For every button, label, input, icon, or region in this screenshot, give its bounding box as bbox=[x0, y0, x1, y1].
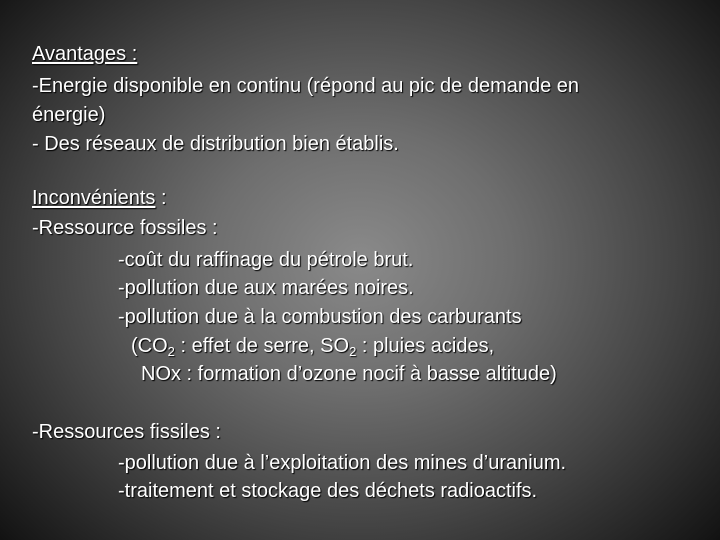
inconvenients-heading: Inconvénients bbox=[32, 187, 156, 209]
effet-serre-text: : effet de serre, SO bbox=[174, 335, 350, 357]
fossiles-item-2: -pollution due aux marées noires. bbox=[118, 277, 414, 299]
avantages-line-1: -Energie disponible en continu (répond au pic de demande en bbox=[32, 75, 580, 97]
avantages-heading: Avantages : bbox=[32, 43, 138, 65]
fossiles-title: -Ressource fossiles : bbox=[32, 217, 218, 239]
inconvenients-heading-line bbox=[32, 186, 167, 210]
co2-text: (CO bbox=[131, 335, 168, 357]
avantages-line-2: énergie) bbox=[32, 104, 106, 126]
fossiles-detail-1 bbox=[131, 334, 494, 358]
so2-subscript: 2 bbox=[349, 344, 357, 359]
pluies-acides-text: : pluies acides, bbox=[356, 335, 495, 357]
fossiles-detail-2: NOx : formation d’ozone nocif à basse altitude) bbox=[141, 363, 557, 385]
fossiles-item-1: -coût du raffinage du pétrole brut. bbox=[118, 249, 414, 271]
inconvenients-heading-colon: : bbox=[155, 187, 167, 209]
fossiles-item-3: -pollution due à la combustion des carburants bbox=[118, 306, 522, 328]
avantages-line-3: - Des réseaux de distribution bien établis. bbox=[32, 133, 399, 155]
fissiles-item-2: -traitement et stockage des déchets radioactifs. bbox=[118, 480, 538, 502]
co2-subscript: 2 bbox=[167, 344, 175, 359]
fissiles-item-1: -pollution due à l’exploitation des mines d’uranium. bbox=[118, 452, 567, 474]
fissiles-title: -Ressources fissiles : bbox=[32, 421, 221, 443]
